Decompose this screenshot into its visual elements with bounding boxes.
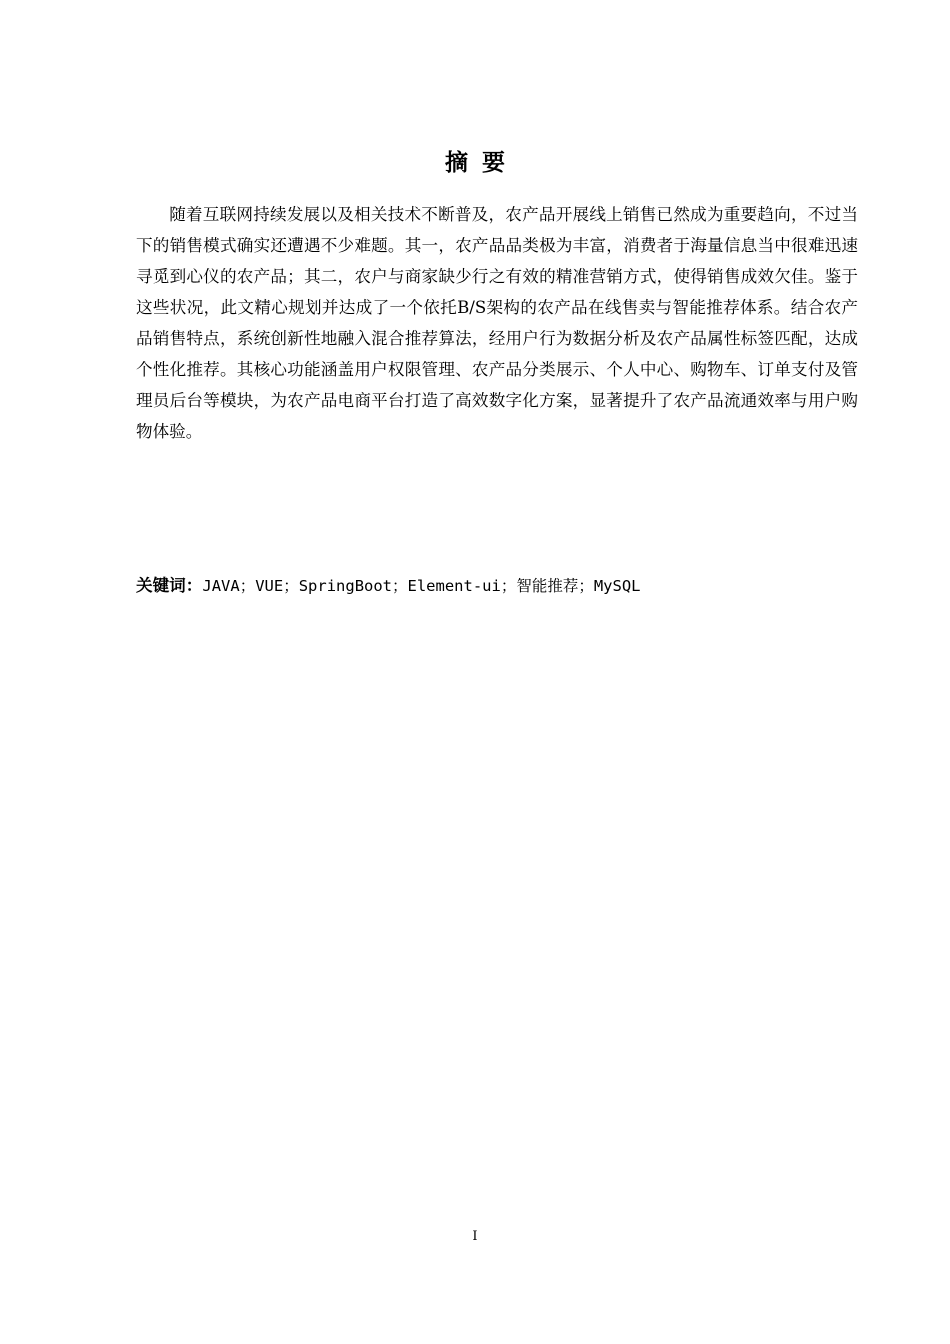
keywords-text: JAVA；VUE；SpringBoot；Element-ui；智能推荐；MySQL bbox=[202, 577, 641, 595]
keywords-line bbox=[136, 570, 858, 602]
page-title: 摘要 bbox=[445, 150, 519, 176]
abstract-paragraph: 随着互联网持续发展以及相关技术不断普及，农产品开展线上销售已然成为重要趋向，不过当下的销售模式确实还遭遇不少难题。其一，农产品品类极为丰富，消费者于海量信息当中很难迅速寻觅到心仪的农产品；其二，农户与商家缺少行之有效的精准营销方式，使得销售成效欠佳。鉴于这些状况，此文精心规划并达成了一个依托B/S架构的农产品在线售卖与智能推荐体系。结合农产品销售特点，系统创新性地融入混合推荐算法，经用户行为数据分析及农产品属性标签匹配，达成个性化推荐。其核心功能涵盖用户权限管理、农产品分类展示、个人中心、购物车、订单支付及管理员后台等模块，为农产品电商平台打造了高效数字化方案，显著提升了农产品流通效率与用户购物体验。 bbox=[136, 205, 858, 441]
keywords-label: 关键词： bbox=[136, 576, 203, 595]
page-number: I bbox=[472, 1229, 478, 1244]
